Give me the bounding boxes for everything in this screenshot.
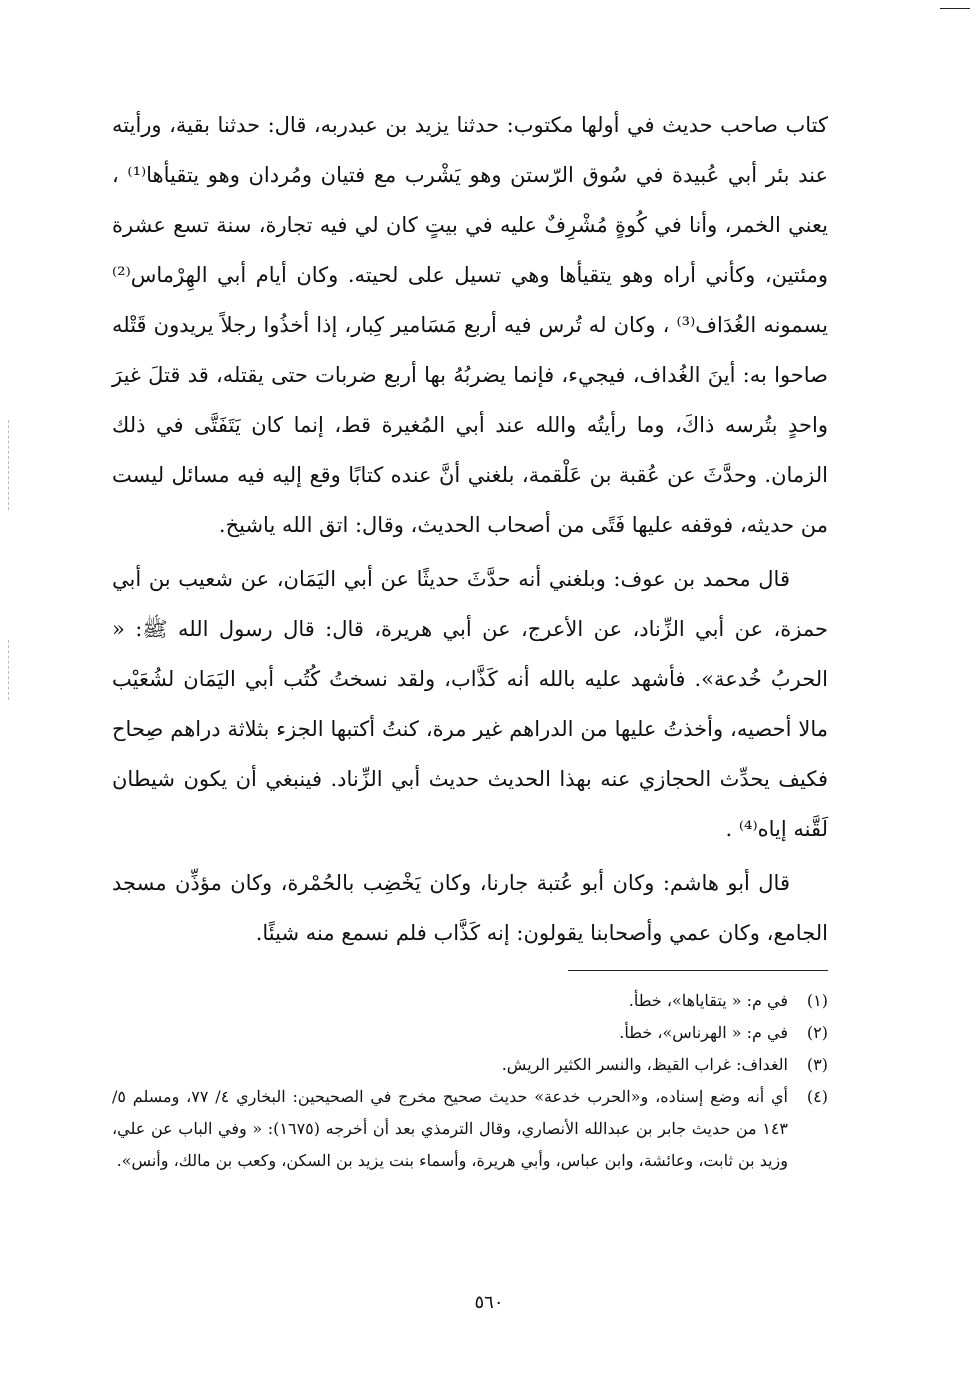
footnote-number: (٣) <box>806 1055 828 1074</box>
footnote-text: في م: « الهرناس»، خطأ. <box>619 1023 788 1042</box>
footnote-1 <box>112 985 828 1017</box>
footnote-number: (٢) <box>806 1023 828 1042</box>
footnote-3 <box>112 1049 828 1081</box>
footnote-number: (٤) <box>806 1087 828 1106</box>
body-paragraph-3: قال أبو هاشم: وكان أبو عُتبة جارنا، وكان يَخْضِب بالحُمْرة، وكان مؤذِّن مسجد الجامع، وكان عمي وأصحابنا يقولون: إنه كَذَّاب فلم نسمع منه شيئًا. <box>112 871 828 945</box>
page-number: ٥٦٠ <box>474 1292 504 1313</box>
footnote-number: (١) <box>806 991 828 1010</box>
body-paragraph-1: كتاب صاحب حديث في أولها مكتوب: حدثنا يزيد بن عبدربه، قال: حدثنا بقية، ورأيته عند بئر أبي عُبيدة في سُوق الرّستن وهو يَشْرب مع فتيان ومُردان وهو يتقيأها⁽¹⁾ ، يعني الخمر، وأنا في كُوةٍ مُشْرِفٌ عليه في بيتٍ كان لي فيه تجارة، سنة تسع عشرة ومئتين، وكأني أراه وهو يتقيأها وهي تسيل على لحيته. وكان أيام أبي الهِرْماس⁽²⁾ يسمونه الغُدَاف⁽³⁾ ، وكان له تُرس فيه أربع مَسَامير كِبار، إذا أخذُوا رجلاً يريدون قَتْله صاحوا به: أينَ الغُداف، فيجيء، فإنما يضربُهُ بها أربع ضربات حتى يقتله، قد قتلَ غيرَ واحدٍ بتُرسه ذاكَ، وما رأيتُه والله عند أبي المُغيرة قط، إنما كان يَتَفَتَّى في ذلك الزمان. وحدَّثَ عن عُقبة بن عَلْقمة، بلغني أنَّ عنده كتابًا وقع إليه فيه مسائل ليست من حديثه، فوقفه عليها فَتًى من أصحاب الحديث، وقال: اتق الله ياشيخ. <box>112 113 828 537</box>
footnote-text: في م: « يتقاياها»، خطأ. <box>628 991 788 1010</box>
margin-mark <box>8 640 9 700</box>
body-paragraph-2: قال محمد بن عوف: وبلغني أنه حدَّثَ حديثًا عن أبي اليَمَان، عن شعيب بن أبي حمزة، عن أبي الزِّناد، عن الأعرج، عن أبي هريرة، قال: قال رسول الله ﷺ: « الحربُ خُدعة». فأشهد عليه بالله أنه كَذَّاب، ولقد نسختُ كُتُب أبي اليَمَان لشُعَيْب مالا أحصيه، وأخذتُ عليها من الدراهم غير مرة، كنتُ أكتبها الجزء بثلاثة دراهم صِحاح فكيف يحدِّث الحجازي عنه بهذا الحديث حديث أبي الزِّناد. فينبغي أن يكون شيطان لَقَّنه إياه⁽⁴⁾ . <box>112 567 828 841</box>
footnote-separator <box>568 970 828 971</box>
footnote-text: الغداف: غراب القيظ، والنسر الكثير الريش. <box>501 1055 788 1074</box>
footnote-4 <box>112 1081 828 1177</box>
footnote-2 <box>112 1017 828 1049</box>
footnote-text: أي أنه وضع إسناده، و«الحرب خدعة» حديث صحيح مخرج في الصحيحين: البخاري ٤/ ٧٧، ومسلم ٥/ ١٤٣ من حديث جابر بن عبدالله الأنصاري، وقال الترمذي بعد أن أخرجه (١٦٧٥): « وفي الباب عن علي، وزيد بن ثابت، وعائشة، وابن عباس، وأبي هريرة، وأسماء بنت يزيد بن السكن، وكعب بن مالك، وأنس». <box>112 1087 788 1170</box>
margin-mark <box>8 420 9 510</box>
top-rule <box>940 8 970 9</box>
page-body <box>112 100 828 1177</box>
